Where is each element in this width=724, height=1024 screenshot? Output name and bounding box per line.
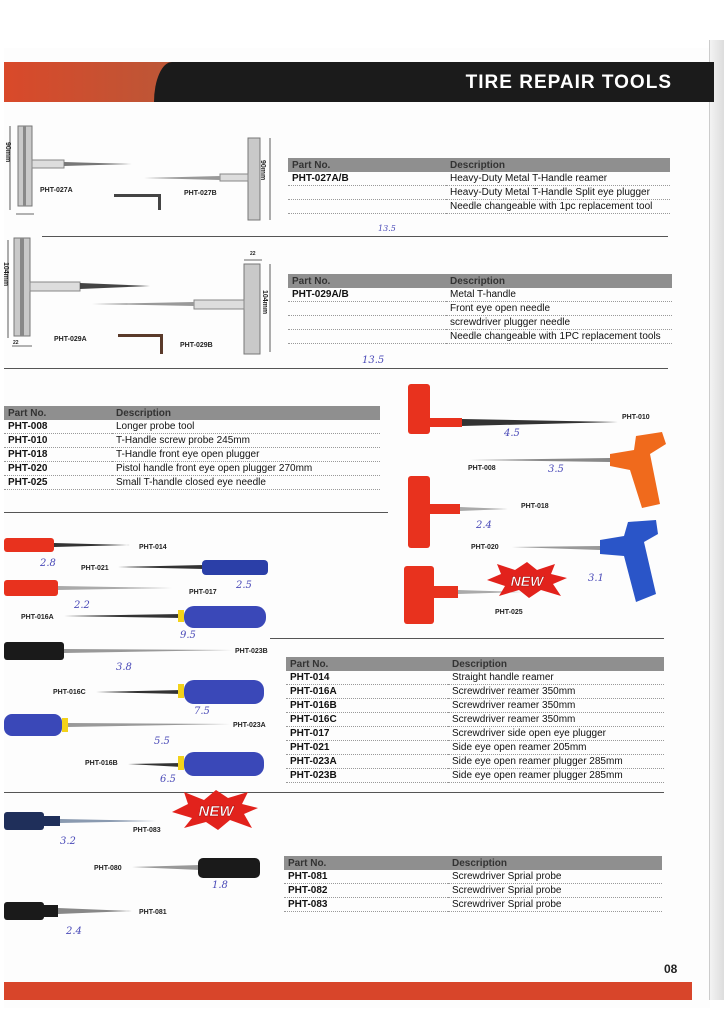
part-description: Screwdriver reamer 350mm	[448, 685, 664, 699]
part-description: Pistol handle front eye open plugger 270mm	[112, 462, 380, 476]
part-number	[288, 302, 446, 316]
part-number: PHT-082	[284, 884, 448, 898]
table-row	[4, 476, 380, 490]
column-header-description: Description	[448, 856, 662, 870]
table-row	[288, 302, 672, 316]
handwritten-note: 2.4	[66, 926, 82, 937]
table-row	[4, 420, 380, 434]
tool-label-pht-023b: PHT-023B	[235, 648, 268, 655]
part-description: Needle changeable with 1pc replacement tool	[446, 200, 670, 214]
header-bar	[4, 62, 706, 102]
part-description: Heavy-Duty Metal T-Handle Split eye plugger	[446, 186, 670, 200]
tool-pht-029-illustration	[4, 236, 284, 358]
tool-label-pht-014: PHT-014	[139, 544, 167, 551]
part-description: T-Handle front eye open plugger	[112, 448, 380, 462]
table-row	[288, 316, 672, 330]
table-row	[4, 462, 380, 476]
part-number: PHT-029A/B	[288, 288, 446, 302]
part-number: PHT-017	[286, 727, 448, 741]
part-description: Side eye open reamer plugger 285mm	[448, 769, 664, 783]
new-badge-text: NEW	[198, 803, 234, 820]
spec-table-pht-027	[288, 158, 670, 214]
dimension-label: 90mm	[259, 160, 266, 181]
dimension-label: 104mm	[261, 290, 268, 315]
table-row	[286, 671, 664, 685]
part-number: PHT-023B	[286, 769, 448, 783]
column-header-description: Description	[448, 657, 664, 671]
handwritten-note: 13.5	[378, 224, 396, 233]
part-description: Metal T-handle	[446, 288, 672, 302]
part-number: PHT-018	[4, 448, 112, 462]
tool-label-pht-016b: PHT-016B	[85, 760, 118, 767]
tool-label-pht-023a: PHT-023A	[233, 722, 266, 729]
spec-table-spiral-probe	[284, 856, 662, 912]
part-description: Side eye open reamer 205mm	[448, 741, 664, 755]
part-description: T-Handle screw probe 245mm	[112, 434, 380, 448]
new-badge-text: NEW	[510, 573, 544, 589]
section-divider	[4, 512, 388, 513]
tool-label-pht-083: PHT-083	[133, 827, 161, 834]
table-row	[284, 870, 662, 884]
table-row	[286, 741, 664, 755]
handwritten-note: 2.2	[74, 600, 90, 611]
new-badge	[172, 790, 258, 830]
column-header-description: Description	[112, 406, 380, 420]
part-number: PHT-025	[4, 476, 112, 490]
part-number: PHT-016C	[286, 713, 448, 727]
tool-label-pht-021: PHT-021	[81, 565, 109, 572]
section-divider	[4, 368, 668, 369]
part-description: screwdriver plugger needle	[446, 316, 672, 330]
handwritten-note: 2.8	[40, 558, 56, 569]
handwritten-note: 13.5	[362, 355, 385, 366]
section-divider	[4, 792, 664, 793]
part-description: Needle changeable with 1PC replacement tools	[446, 330, 672, 344]
part-description: Screwdriver Sprial probe	[448, 898, 662, 912]
handwritten-note: 3.5	[548, 464, 564, 475]
spec-table-pht-029	[288, 274, 672, 344]
handwritten-note: 2.4	[476, 520, 492, 531]
part-number: PHT-021	[286, 741, 448, 755]
handwritten-note: 9.5	[180, 630, 196, 641]
tool-label-pht-081: PHT-081	[139, 909, 167, 916]
handwritten-note: 3.2	[60, 836, 76, 847]
column-header-part-no: Part No.	[4, 406, 112, 420]
table-row	[286, 769, 664, 783]
table-row	[288, 288, 672, 302]
column-header-description: Description	[446, 274, 672, 288]
spec-table-t-handle	[4, 406, 380, 490]
tool-label-pht-025: PHT-025	[495, 609, 523, 616]
part-description: Straight handle reamer	[448, 671, 664, 685]
handwritten-note: 3.1	[588, 573, 604, 584]
tool-label-pht-008: PHT-008	[468, 465, 496, 472]
handwritten-note: 1.8	[212, 880, 228, 891]
part-number	[288, 200, 446, 214]
handwritten-note: 5.5	[154, 736, 170, 747]
table-row	[4, 434, 380, 448]
footer-bar	[4, 982, 692, 1000]
table-row	[4, 448, 380, 462]
tool-screwdriver-illustration	[4, 534, 274, 784]
tool-label-pht-020: PHT-020	[471, 544, 499, 551]
page-edge	[709, 40, 724, 1000]
tool-label-pht-029a: PHT-029A	[54, 336, 87, 343]
tool-label-pht-016a: PHT-016A	[21, 614, 54, 621]
table-row	[288, 186, 670, 200]
column-header-description: Description	[446, 158, 670, 172]
handwritten-note: 2.5	[236, 580, 252, 591]
part-description: Small T-handle closed eye needle	[112, 476, 380, 490]
part-number: PHT-008	[4, 420, 112, 434]
part-number: PHT-027A/B	[288, 172, 446, 186]
part-description: Screwdriver Sprial probe	[448, 870, 662, 884]
part-number: PHT-083	[284, 898, 448, 912]
page-number: 08	[664, 962, 678, 976]
handwritten-note: 4.5	[504, 428, 520, 439]
new-badge	[487, 562, 567, 598]
column-header-part-no: Part No.	[288, 158, 446, 172]
table-row	[286, 727, 664, 741]
table-row	[288, 172, 670, 186]
part-description: Longer probe tool	[112, 420, 380, 434]
section-divider	[270, 638, 664, 639]
tool-label-pht-027b: PHT-027B	[184, 190, 217, 197]
part-number	[288, 316, 446, 330]
table-row	[286, 755, 664, 769]
handwritten-note: 6.5	[160, 774, 176, 785]
part-number: PHT-014	[286, 671, 448, 685]
part-description: Front eye open needle	[446, 302, 672, 316]
dimension-label: 90mm	[4, 142, 11, 163]
table-row	[288, 200, 670, 214]
tool-label-pht-027a: PHT-027A	[40, 187, 73, 194]
part-number	[288, 186, 446, 200]
part-number: PHT-081	[284, 870, 448, 884]
page-title: TIRE REPAIR TOOLS	[465, 72, 672, 93]
tool-label-pht-080: PHT-080	[94, 865, 122, 872]
part-number: PHT-016B	[286, 699, 448, 713]
handwritten-note: 3.8	[116, 662, 132, 673]
part-number	[288, 330, 446, 344]
part-number: PHT-020	[4, 462, 112, 476]
part-description: Screwdriver Sprial probe	[448, 884, 662, 898]
tool-label-pht-010: PHT-010	[622, 414, 650, 421]
tool-label-pht-017: PHT-017	[189, 589, 217, 596]
part-number: PHT-023A	[286, 755, 448, 769]
width-label: 22	[13, 340, 19, 346]
part-number: PHT-016A	[286, 685, 448, 699]
column-header-part-no: Part No.	[284, 856, 448, 870]
part-description: Screwdriver reamer 350mm	[448, 713, 664, 727]
table-row	[284, 884, 662, 898]
width-label: 22	[250, 251, 256, 257]
tool-pht-027-illustration	[4, 122, 284, 222]
table-row	[286, 713, 664, 727]
part-number: PHT-010	[4, 434, 112, 448]
part-description: Side eye open reamer plugger 285mm	[448, 755, 664, 769]
tool-label-pht-018: PHT-018	[521, 503, 549, 510]
part-description: Screwdriver reamer 350mm	[448, 699, 664, 713]
part-description: Heavy-Duty Metal T-Handle reamer	[446, 172, 670, 186]
spec-table-screwdriver	[286, 657, 664, 783]
tool-label-pht-029b: PHT-029B	[180, 342, 213, 349]
table-row	[286, 699, 664, 713]
part-description: Screwdriver side open eye plugger	[448, 727, 664, 741]
table-row	[286, 685, 664, 699]
table-row	[288, 330, 672, 344]
table-row	[284, 898, 662, 912]
column-header-part-no: Part No.	[286, 657, 448, 671]
dimension-label: 104mm	[2, 262, 9, 287]
tool-label-pht-016c: PHT-016C	[53, 689, 86, 696]
column-header-part-no: Part No.	[288, 274, 446, 288]
handwritten-note: 7.5	[194, 706, 210, 717]
